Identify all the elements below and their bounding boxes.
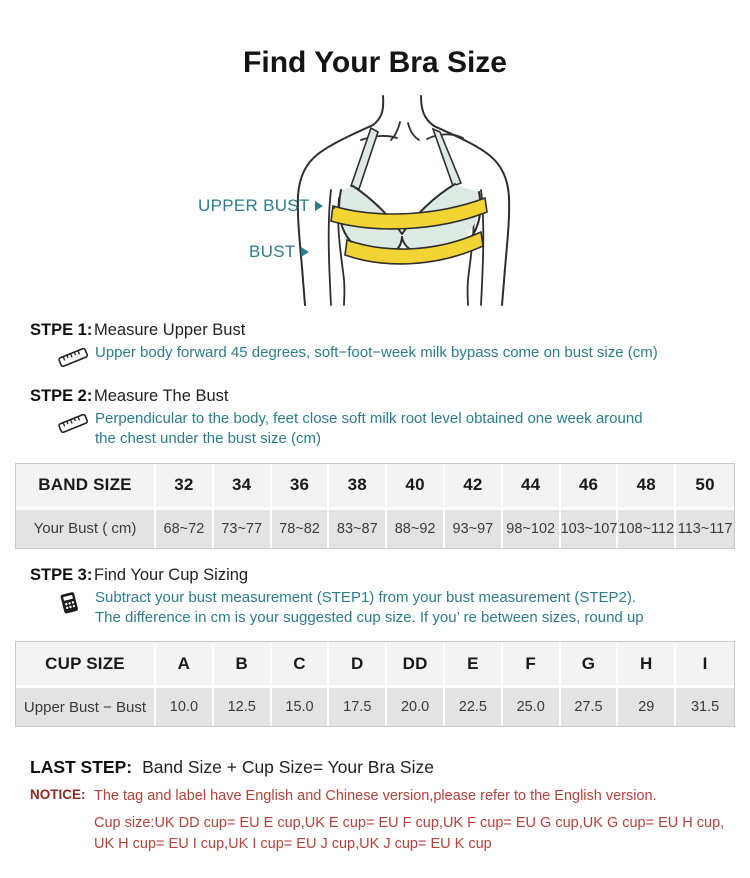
cup-difference-cell: 27.5 [561, 688, 619, 726]
cup-size-value: A [156, 642, 214, 688]
bra-shape [339, 128, 480, 256]
bust-range-row [16, 510, 734, 548]
step-1-description: Upper body forward 45 degrees, soft−foot−week milk bypass come on bust size (cm) [95, 344, 658, 361]
upper-bust-label [198, 196, 323, 216]
notice-label: NOTICE: [30, 787, 86, 802]
band-size-value: 46 [561, 464, 619, 510]
cup-difference-cell: 25.0 [503, 688, 561, 726]
cup-difference-cell: 12.5 [214, 688, 272, 726]
step-2 [0, 387, 750, 450]
cup-difference-cell: 10.0 [156, 688, 214, 726]
bust-range-cell: 78~82 [272, 510, 330, 548]
band-size-value: 34 [214, 464, 272, 510]
band-size-value: 32 [156, 464, 214, 510]
cup-size-value: G [561, 642, 619, 688]
step-2-description: Perpendicular to the body, feet close soft milk root level obtained one week around the chest under the bust size (cm) [95, 410, 643, 448]
cup-size-value: I [676, 642, 734, 688]
bust-range-cell: 108~112 [618, 510, 676, 548]
band-size-value: 42 [445, 464, 503, 510]
band-size-header: BAND SIZE [16, 464, 156, 510]
ruler-icon [56, 343, 90, 374]
cup-difference-cell: 22.5 [445, 688, 503, 726]
last-step [0, 757, 750, 778]
cup-size-header: CUP SIZE [16, 642, 156, 688]
right-arrow-icon [315, 201, 323, 211]
upper-bust-label-text: UPPER BUST [198, 196, 310, 215]
cup-size-value: H [618, 642, 676, 688]
cup-row-label: Upper Bust − Bust [16, 688, 156, 726]
step-2-title: Measure The Bust [94, 387, 229, 405]
band-size-value: 44 [503, 464, 561, 510]
band-size-value: 48 [618, 464, 676, 510]
cup-size-value: D [329, 642, 387, 688]
bust-range-cell: 113~117 [676, 510, 734, 548]
bust-label-text: BUST [249, 242, 296, 261]
right-arrow-icon [301, 247, 309, 257]
last-step-label: LAST STEP: [30, 757, 133, 777]
band-size-value: 36 [272, 464, 330, 510]
page-title: Find Your Bra Size [243, 46, 507, 79]
bust-label [249, 242, 309, 262]
cup-size-value: F [503, 642, 561, 688]
ruler-icon [56, 409, 90, 450]
step-1 [0, 321, 750, 374]
step-2-label: STPE 2: [30, 387, 93, 405]
bust-range-cell: 73~77 [214, 510, 272, 548]
band-size-value: 38 [329, 464, 387, 510]
bust-range-cell: 83~87 [329, 510, 387, 548]
cup-size-value: DD [387, 642, 445, 688]
band-size-header-row [16, 464, 734, 510]
notice-text: The tag and label have English and Chinese version,please refer to the English version. Cup size:UK DD cup= EU E cup,UK E cup= EU F cup,UK F cup= EU G cup,UK G cup= EU H cup, UK H cup= EU I cup,UK I cup= EU J cup,UK J cup= EU K cup [94, 788, 725, 853]
notice [0, 786, 750, 855]
cup-difference-cell: 20.0 [387, 688, 445, 726]
bust-range-cell: 68~72 [156, 510, 214, 548]
cup-difference-row [16, 688, 734, 726]
cup-size-header-row [16, 642, 734, 688]
step-1-title: Measure Upper Bust [94, 321, 246, 339]
step-1-label: STPE 1: [30, 321, 93, 339]
bust-range-cell: 88~92 [387, 510, 445, 548]
band-size-value: 50 [676, 464, 734, 510]
last-step-text: Band Size + Cup Size= Your Bra Size [142, 757, 434, 777]
bust-row-label: Your Bust ( cm) [16, 510, 156, 548]
cup-difference-cell: 29 [618, 688, 676, 726]
bust-range-cell: 93~97 [445, 510, 503, 548]
cup-difference-cell: 31.5 [676, 688, 734, 726]
cup-difference-cell: 15.0 [272, 688, 330, 726]
bra-measurement-illustration [0, 94, 750, 308]
step-3-description: Subtract your bust measurement (STEP1) from your bust measurement (STEP2). The difference in cm is your suggested cup size. If you’ re between sizes, round up [95, 588, 644, 626]
cup-size-value: E [445, 642, 503, 688]
bust-range-cell: 98~102 [503, 510, 561, 548]
step-3 [0, 566, 750, 629]
cup-size-table [15, 641, 735, 727]
step-3-label: STPE 3: [30, 565, 93, 584]
calculator-icon [56, 588, 90, 629]
cup-difference-cell: 17.5 [329, 688, 387, 726]
band-size-table [15, 463, 735, 549]
step-3-title: Find Your Cup Sizing [94, 565, 249, 584]
band-size-value: 40 [387, 464, 445, 510]
bust-range-cell: 103~107 [561, 510, 619, 548]
cup-size-value: C [272, 642, 330, 688]
cup-size-value: B [214, 642, 272, 688]
